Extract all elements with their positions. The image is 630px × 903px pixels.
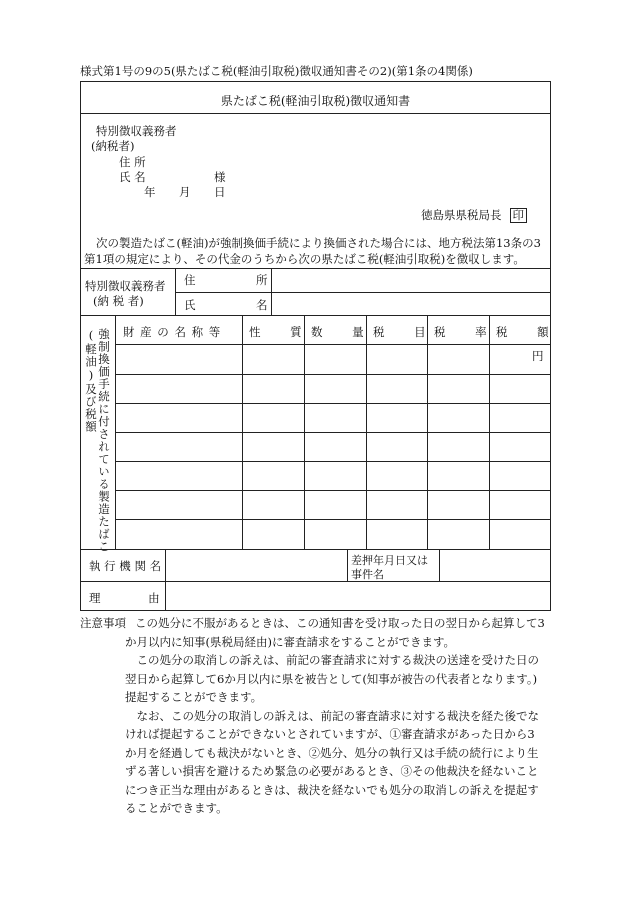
recipient-taxpayer-label: (納税者) [91, 139, 135, 153]
goods-side-label: 強制換価手続に付されている製造たばこ(軽油)及び税額 [84, 328, 111, 553]
col-header-property-name: 財 産 の 名 称 等 [123, 325, 222, 339]
issuer-title: 徳島県県税局長 [421, 208, 502, 222]
body-text-line1: 次の製造たばこ(軽油)が強制換価手続により換価された場合には、地方税法第13条の3 [96, 236, 541, 250]
obligor-label-line2: (納 税 者) [93, 294, 144, 308]
yen-unit: 円 [532, 349, 544, 363]
executing-agency-label: 執 行 機 関 名 [89, 559, 162, 573]
col-header-tax-rate: 税 率 [434, 325, 487, 339]
issuer [421, 207, 527, 223]
body-text-line2: 第1項の規定により、その代金のうちから次の県たばこ税(軽油引取税)を徴収します。 [84, 252, 525, 266]
form-title: 県たばこ税(軽油引取税)徴収通知書 [220, 94, 411, 108]
notes-first-line [80, 614, 551, 633]
note1-line1: この処分に不服があるときは、この通知書を受け取った日の翌日から起算して3 [135, 616, 545, 630]
note1-line2: か月以内に知事(県税局経由)に審査請求をすることができます。 [125, 634, 456, 649]
date-day: 日 [214, 185, 226, 199]
col-header-tax-item: 税 目 [373, 325, 426, 339]
col-header-nature: 性 質 [249, 325, 302, 339]
seizure-date-label-line2: 事件名 [351, 568, 384, 581]
note2-line1: この処分の取消しの訴えは、前記の審査請求に対する裁決の送達を受けた日の [136, 653, 539, 667]
reason-label: 理 由 [89, 591, 160, 605]
date-month: 月 [179, 185, 191, 199]
col-header-quantity: 数 量 [311, 325, 364, 339]
note3-line2: ければ提起することができないとされていますが、①審査請求があった日から3 [125, 727, 535, 741]
recipient-name-label: 氏 名 [119, 170, 146, 184]
seizure-date-label-line1: 差押年月日又は [351, 554, 428, 567]
note3-line3: か月を経過しても裁決がないとき、②処分、処分の執行又は手続の続行により生 [125, 745, 539, 760]
notes-heading: 注意事項 [80, 616, 126, 630]
notice-form [80, 81, 551, 611]
note3-line1: なお、この処分の取消しの訴えは、前記の審査請求に対する裁決を経た後でな [136, 708, 539, 723]
recipient-obligor-label: 特別徴収義務者 [96, 124, 177, 138]
col-header-tax-amount: 税 額 [496, 325, 549, 339]
notes-section [80, 614, 551, 818]
obligor-name-label-end: 名 [256, 298, 268, 312]
note3-line5: につき正当な理由があるときは、裁決を経ないでも処分の取消しの訴えを提起す [125, 782, 539, 797]
note2-line2: 翌日から起算して6か月以内に県を被告として(知事が被告の代表者となります。) [125, 671, 538, 686]
form-number-label: 様式第1号の9の5(県たばこ税(軽油引取税)徴収通知書その2)(第1条の4関係) [80, 64, 473, 78]
obligor-address-label: 住 [184, 273, 196, 287]
date-year: 年 [144, 185, 156, 199]
obligor-name-label: 氏 [184, 298, 196, 312]
recipient-honorific: 様 [214, 170, 226, 184]
obligor-address-label-end: 所 [256, 273, 268, 287]
obligor-label-line1: 特別徴収義務者 [85, 279, 166, 293]
seal-mark: 印 [510, 208, 528, 223]
note3-line4: ずる著しい損害を避けるため緊急の必要があるとき、③その他裁決を経ないこと [125, 764, 539, 778]
recipient-address-label: 住 所 [119, 155, 146, 169]
note3-line6: ることができます。 [125, 801, 228, 815]
note2-line3: 提起することができます。 [125, 690, 263, 704]
